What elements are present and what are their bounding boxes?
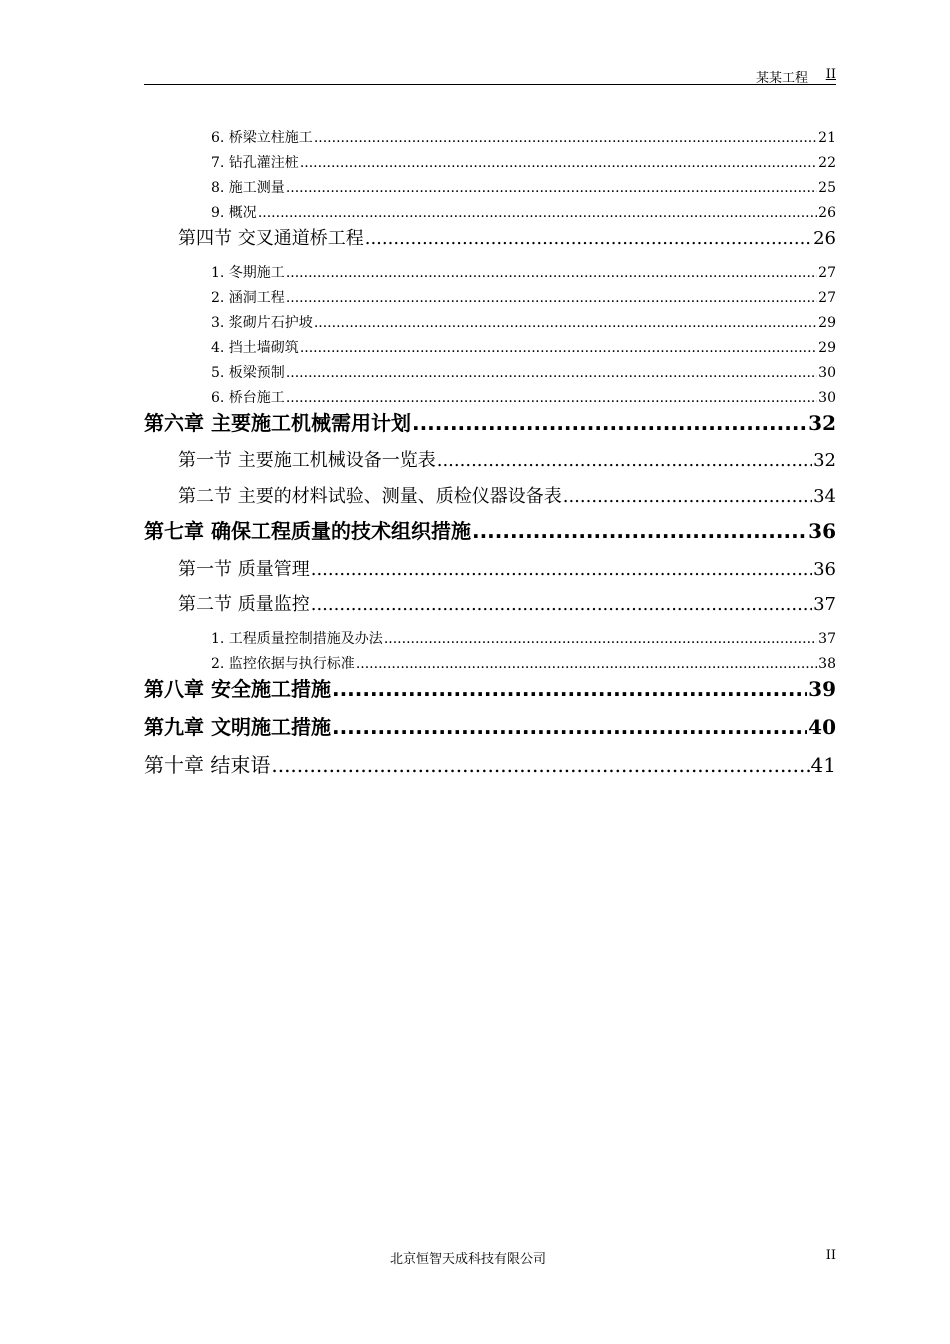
- toc-leader-dots: [286, 265, 817, 281]
- toc-leader-dots: [356, 656, 817, 672]
- toc-entry-label: 1. 工程质量控制措施及办法: [211, 631, 383, 647]
- toc-chapter[interactable]: [144, 673, 836, 701]
- toc-chapter[interactable]: [144, 749, 836, 777]
- toc-section[interactable]: [178, 224, 836, 250]
- page-header: [144, 62, 836, 85]
- toc-entry-label: 3. 浆砌片石护坡: [211, 315, 313, 331]
- toc-section-page: 34: [813, 486, 836, 507]
- toc-entry[interactable]: [211, 287, 836, 307]
- toc-section-page: 32: [813, 450, 836, 471]
- toc-entry-label: 6. 桥台施工: [211, 390, 285, 406]
- toc-leader-dots: [314, 130, 817, 146]
- toc-leader-dots: [286, 390, 817, 406]
- toc-chapter-label: 第六章 主要施工机械需用计划: [144, 411, 411, 435]
- toc-leader-dots: [311, 594, 812, 615]
- toc-section[interactable]: [178, 446, 836, 472]
- toc-chapter[interactable]: [144, 407, 836, 435]
- toc-entry-page: 30: [818, 365, 836, 381]
- toc-entry[interactable]: [211, 127, 836, 147]
- toc-chapter-page: 40: [808, 715, 836, 739]
- toc-entry-page: 37: [818, 631, 836, 647]
- toc-leader-dots: [365, 228, 812, 249]
- toc-section-label: 第一节 质量管理: [178, 559, 310, 580]
- toc-entry-page: 25: [818, 180, 836, 196]
- toc-section[interactable]: [178, 590, 836, 616]
- toc-chapter-page: 39: [808, 677, 836, 701]
- toc-chapter-page: 36: [808, 519, 836, 543]
- toc-leader-dots: [384, 631, 817, 647]
- toc-entry[interactable]: [211, 628, 836, 648]
- toc-entry-label: 5. 板梁预制: [211, 365, 285, 381]
- toc-entry[interactable]: [211, 337, 836, 357]
- toc-entry-label: 4. 挡土墙砌筑: [211, 340, 299, 356]
- footer-page-number: II: [825, 1248, 836, 1263]
- toc-entry-label: 1. 冬期施工: [211, 265, 285, 281]
- toc-entry-page: 30: [818, 390, 836, 406]
- toc-entry-page: 26: [818, 205, 836, 221]
- toc-entry[interactable]: [211, 387, 836, 407]
- toc-entry-page: 29: [818, 315, 836, 331]
- toc-chapter-label: 第八章 安全施工措施: [144, 677, 331, 701]
- toc-leader-dots: [472, 519, 807, 543]
- toc-entry[interactable]: [211, 653, 836, 673]
- toc-entry[interactable]: [211, 177, 836, 197]
- toc-entry-page: 38: [818, 656, 836, 672]
- toc-section-label: 第一节 主要施工机械设备一览表: [178, 450, 436, 471]
- footer-company: 北京恒智天成科技有限公司: [390, 1252, 547, 1267]
- toc-leader-dots: [286, 290, 817, 306]
- toc-leader-dots: [311, 559, 812, 580]
- toc-leader-dots: [314, 315, 817, 331]
- toc-leader-dots: [286, 180, 817, 196]
- toc-entry-label: 9. 概况: [211, 205, 257, 221]
- toc-entry-page: 27: [818, 265, 836, 281]
- toc-section-page: 26: [813, 228, 836, 249]
- toc-section-page: 36: [813, 559, 836, 580]
- toc-leader-dots: [412, 411, 807, 435]
- toc-leader-dots: [332, 677, 807, 701]
- toc-chapter-label: 第九章 文明施工措施: [144, 715, 331, 739]
- toc-leader-dots: [437, 450, 812, 471]
- toc-entry[interactable]: [211, 202, 836, 222]
- toc-entry-page: 29: [818, 340, 836, 356]
- toc-leader-dots: [332, 715, 807, 739]
- toc-section-label: 第二节 主要的材料试验、测量、质检仪器设备表: [178, 486, 562, 507]
- toc-chapter[interactable]: [144, 711, 836, 739]
- toc-entry-label: 2. 涵洞工程: [211, 290, 285, 306]
- toc-section-label: 第四节 交叉通道桥工程: [178, 228, 364, 249]
- toc-entry-label: 7. 钻孔灌注桩: [211, 155, 299, 171]
- toc-entry-page: 22: [818, 155, 836, 171]
- toc-chapter-page: 41: [810, 753, 836, 777]
- toc-entry-label: 2. 监控依据与执行标准: [211, 656, 355, 672]
- toc-section[interactable]: [178, 555, 836, 581]
- toc-entry[interactable]: [211, 262, 836, 282]
- toc-leader-dots: [300, 340, 817, 356]
- toc-leader-dots: [286, 365, 817, 381]
- toc-entry[interactable]: [211, 362, 836, 382]
- toc-leader-dots: [563, 486, 812, 507]
- toc-section-page: 37: [813, 594, 836, 615]
- toc-chapter[interactable]: [144, 515, 836, 543]
- toc-leader-dots: [258, 205, 817, 221]
- toc-leader-dots: [271, 753, 809, 777]
- toc-entry[interactable]: [211, 152, 836, 172]
- toc-leader-dots: [300, 155, 817, 171]
- toc-chapter-page: 32: [808, 411, 836, 435]
- header-title: 某某工程: [755, 71, 808, 86]
- toc-section[interactable]: [178, 482, 836, 508]
- toc-chapter-label: 第十章 结束语: [144, 753, 271, 777]
- toc-entry-label: 6. 桥梁立柱施工: [211, 130, 313, 146]
- toc-section-label: 第二节 质量监控: [178, 594, 310, 615]
- toc-entry-page: 21: [818, 130, 836, 146]
- toc-entry-label: 8. 施工测量: [211, 180, 285, 196]
- toc-entry-page: 27: [818, 290, 836, 306]
- header-page-number: II: [825, 67, 836, 82]
- toc-entry[interactable]: [211, 312, 836, 332]
- toc-chapter-label: 第七章 确保工程质量的技术组织措施: [144, 519, 471, 543]
- page-footer: [0, 1248, 950, 1268]
